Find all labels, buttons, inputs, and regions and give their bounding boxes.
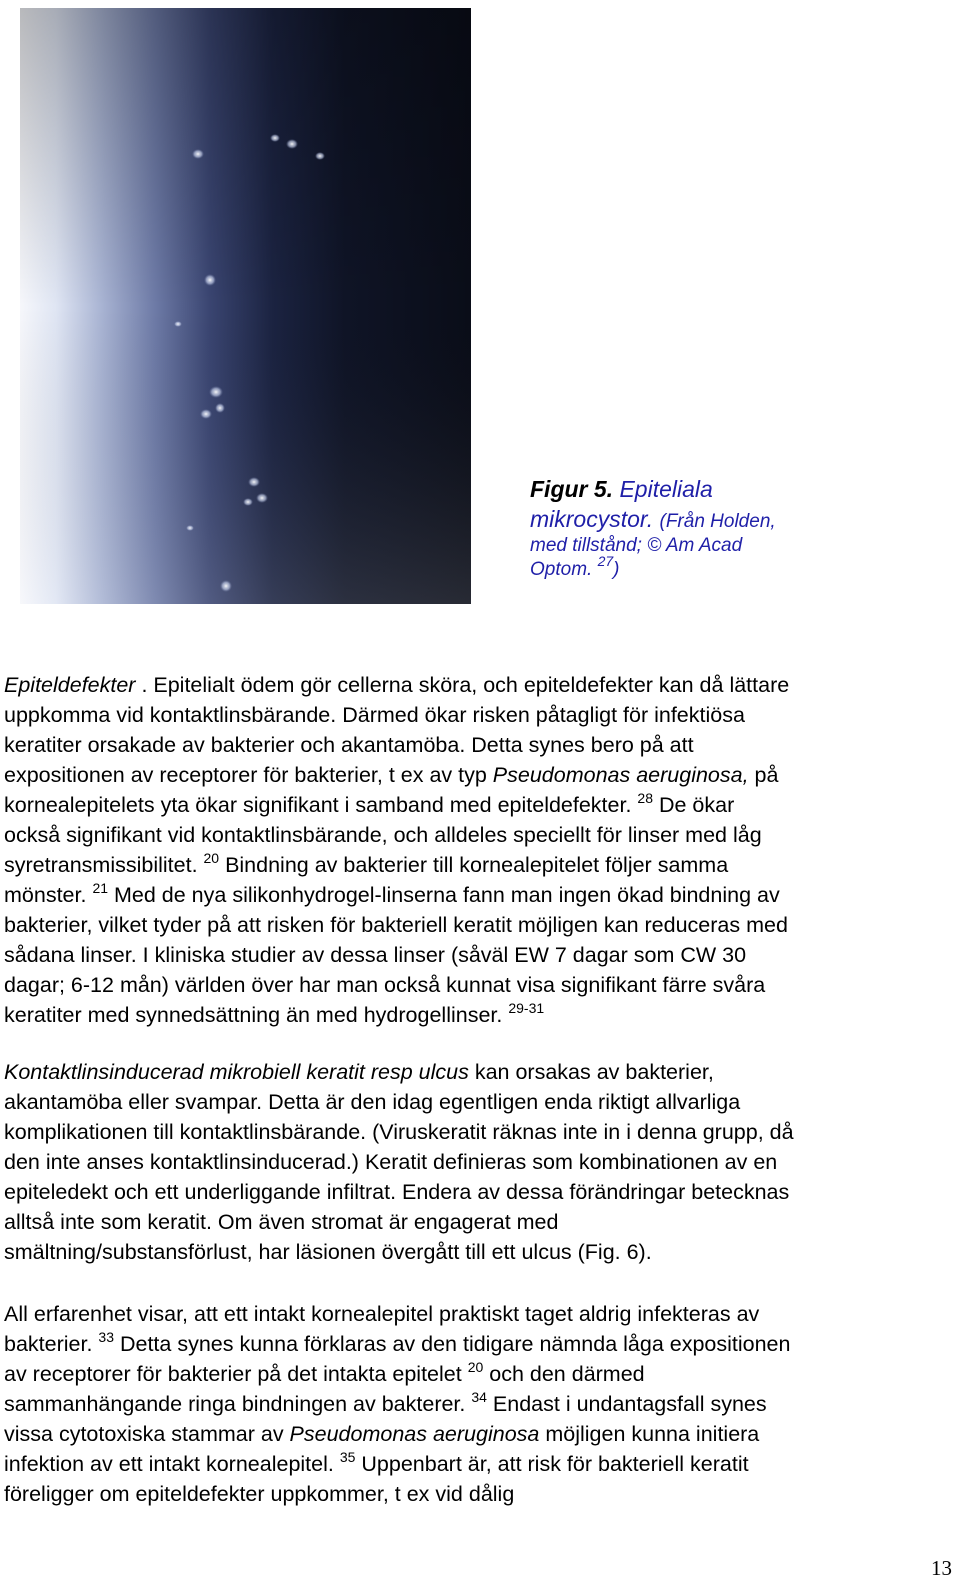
paragraph-epiteldefekter — [4, 670, 954, 1030]
p3-line-7: föreligger om epiteldefekter uppkommer, t ex vid dålig — [4, 1482, 515, 1506]
p1-line-1 — [4, 670, 954, 700]
term-epiteldefekter: Epiteldefekter — [4, 673, 136, 697]
p1-line-2: uppkomma vid kontaktlinsbärande. Därmed ökar risken påtagligt för infektiösa — [4, 703, 745, 727]
term-mikrobiell-keratit: Kontaktlinsinducerad mikrobiell keratit resp ulcus — [4, 1060, 469, 1084]
paragraph-mikrobiell-keratit — [4, 1057, 954, 1267]
reference-20: 20 — [203, 850, 220, 866]
p2-line-3: komplikationen till kontaktlinsbärande. (Viruskeratit räknas inte in i denna grupp, då — [4, 1120, 794, 1144]
figure-credit-ref: 27 — [597, 553, 614, 569]
paragraph-intakt-kornealepitel — [4, 1299, 954, 1509]
reference-35: 35 — [339, 1449, 356, 1465]
p1-line-12 — [4, 1000, 954, 1030]
p1-line-5-a: kornealepitelets yta ökar signifikant i samband med epiteldefekter. — [4, 793, 638, 817]
p1-line-8-a: mönster. — [4, 883, 93, 907]
figure-5-microcysts-photo — [20, 8, 471, 604]
p1-line-1-text: . Epitelialt ödem gör cellerna sköra, och epiteldefekter kan då lättare — [135, 673, 790, 697]
p3-line-3-a: av receptorer för bakterier på det intakta epitelet — [4, 1362, 468, 1386]
p1-line-6: också signifikant vid kontaktlinsbärande, och alldeles speciellt för linser med låg — [4, 823, 762, 847]
p1-line-10: sådana linser. I kliniska studier av dessa linser (såväl EW 7 dagar som CW 30 — [4, 943, 747, 967]
p3-line-2-a: bakterier. — [4, 1332, 99, 1356]
copyright-symbol-icon: © — [647, 535, 662, 556]
p2-line-7: smältning/substansförlust, har läsionen övergått till ett ulcus (Fig. 6). — [4, 1240, 652, 1264]
p3-line-4-b: Endast i undantagsfall synes — [486, 1392, 767, 1416]
p1-line-12-a: keratiter med synnedsättning än med hydrogellinser. — [4, 1003, 509, 1027]
p3-line-4-a: sammanhängande ringa bindningen av bakterer. — [4, 1392, 472, 1416]
p3-line-3 — [4, 1359, 954, 1389]
p1-line-5 — [4, 790, 954, 820]
figure-credit-end: ) — [613, 559, 620, 580]
p1-line-4-a: expositionen av receptorer för bakterier, t ex av typ — [4, 763, 493, 787]
p3-line-5-a: vissa cytotoxiska stammar av — [4, 1422, 290, 1446]
p3-line-1: All erfarenhet visar, att ett intakt kornealepitel praktiskt taget aldrig infekteras av — [4, 1302, 760, 1326]
p3-line-3-b: och den därmed — [483, 1362, 645, 1386]
p3-line-2 — [4, 1329, 954, 1359]
caption-line-1 — [530, 474, 830, 504]
p2-line-4: den inte anses kontaktlinsinducerad.) Keratit definieras som kombinationen av en — [4, 1150, 778, 1174]
p1-line-5-b: De ökar — [653, 793, 735, 817]
p3-line-5-b: möjligen kunna initiera — [539, 1422, 760, 1446]
p1-line-9: bakterier, vilket tyder på att risken för bakteriell keratit möjligen kan reduceras med — [4, 913, 788, 937]
figure-credit-a: (Från Holden, — [659, 511, 776, 532]
caption-line-2 — [530, 504, 830, 534]
reference-28: 28 — [637, 790, 653, 806]
p1-line-4 — [4, 760, 954, 790]
reference-21: 21 — [92, 880, 109, 896]
p2-line-2: akantamöba eller svampar. Detta är den idag egentligen enda riktigt allvarliga — [4, 1090, 741, 1114]
figure-caption — [530, 474, 830, 582]
page-number: 13 — [931, 1556, 952, 1580]
p2-line-1 — [4, 1057, 954, 1087]
p1-line-3: keratiter orsakade av bakterier och akantamöba. Detta synes bero på att — [4, 733, 694, 757]
p3-line-6 — [4, 1449, 954, 1479]
p2-line-5: epiteledekt och ett underliggande infiltrat. Endera av dessa förändringar betecknas — [4, 1180, 790, 1204]
figure-title-b: mikrocystor. — [530, 506, 654, 532]
figure-credit-c: Am Acad — [665, 535, 743, 556]
p2-line-6: alltså inte som keratit. Om även stromat är engagerat med — [4, 1210, 559, 1234]
p1-line-8 — [4, 880, 954, 910]
p1-line-11: dagar; 6-12 mån) världen över har man också kunnat visa signifikant färre svåra — [4, 973, 766, 997]
figure-title-a: Epiteliala — [619, 476, 713, 502]
species-pseudomonas-2: Pseudomonas aeruginosa — [289, 1422, 540, 1446]
caption-line-4 — [530, 553, 830, 582]
reference-20b: 20 — [467, 1359, 484, 1375]
p3-line-4 — [4, 1389, 954, 1419]
caption-line-3 — [530, 534, 830, 558]
p1-line-7-a: syretransmissibilitet. — [4, 853, 204, 877]
reference-29-31: 29-31 — [508, 1000, 545, 1016]
p2-line-1-text: kan orsakas av bakterier, — [468, 1060, 714, 1084]
p3-line-6-b: Uppenbart är, att risk för bakteriell keratit — [355, 1452, 749, 1476]
p3-line-5 — [4, 1419, 954, 1449]
microcyst-photo-graphic — [20, 8, 471, 604]
reference-34: 34 — [471, 1389, 487, 1405]
reference-33: 33 — [98, 1329, 114, 1345]
species-pseudomonas: Pseudomonas aeruginosa, — [492, 763, 749, 787]
figure-credit-d: Optom. — [530, 559, 593, 580]
figure-label: Figur 5. — [530, 476, 614, 502]
p3-line-6-a: infektion av ett intakt kornealepitel. — [4, 1452, 340, 1476]
p1-line-7-b: Bindning av bakterier till kornealepitelet följer samma — [219, 853, 729, 877]
figure-credit-b: med tillstånd; — [530, 535, 642, 556]
p3-line-2-b: Detta synes kunna förklaras av den tidigare nämnda låga expositionen — [114, 1332, 791, 1356]
p1-line-7 — [4, 850, 954, 880]
p1-line-8-b: Med de nya silikonhydrogel-linserna fann man ingen ökad bindning av — [108, 883, 780, 907]
p1-line-4-b: på — [748, 763, 779, 787]
